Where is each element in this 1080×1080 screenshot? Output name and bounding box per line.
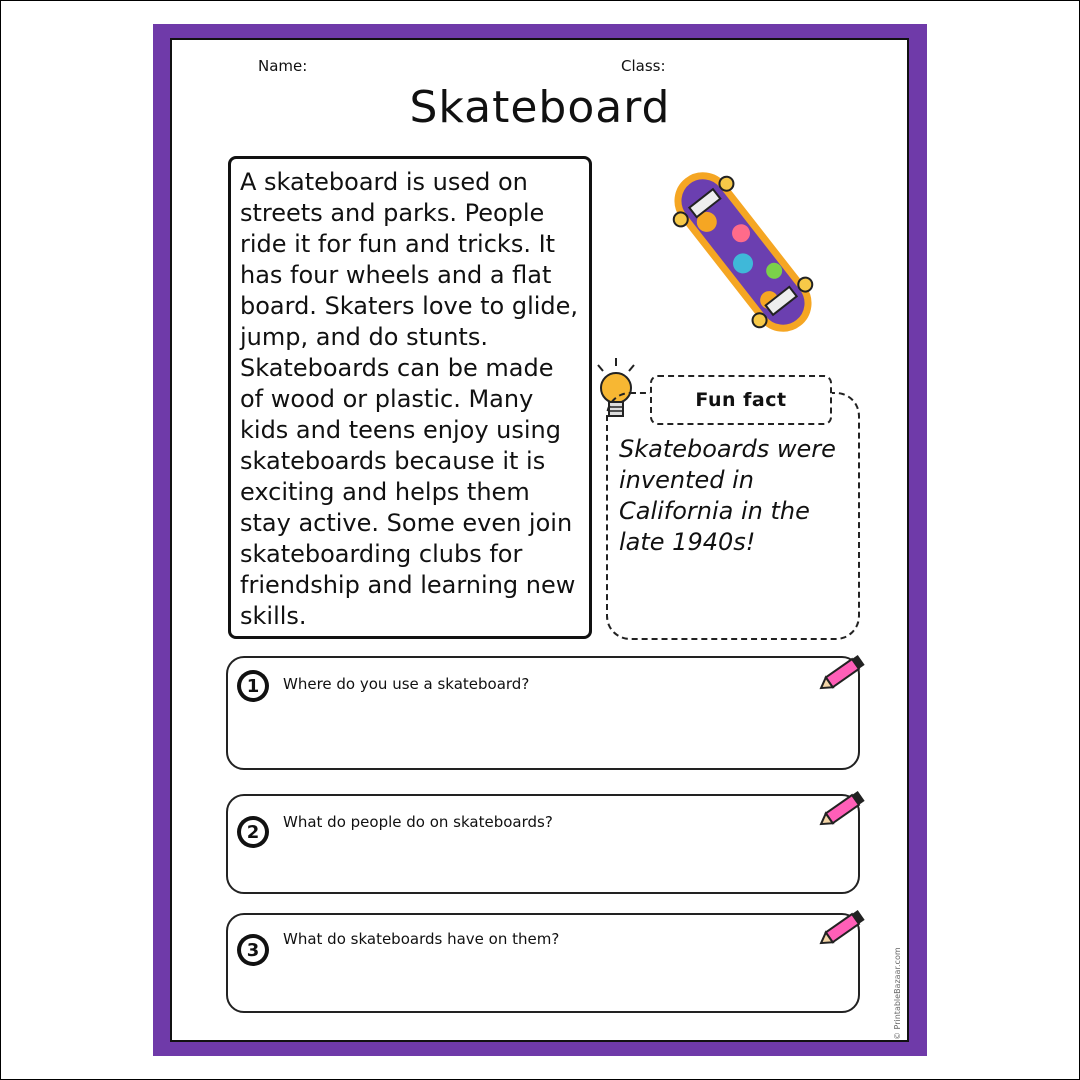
pencil-icon (816, 786, 872, 830)
number-badge-icon (235, 668, 271, 704)
fun-fact-label: Fun fact (650, 375, 832, 425)
question-number: 3 (246, 940, 260, 961)
reading-passage-box (228, 156, 592, 639)
number-badge-icon (235, 932, 271, 968)
fun-fact-text: Skateboards were invented in California in the late 1940s! (619, 435, 836, 556)
answer-box-3[interactable] (226, 913, 860, 1013)
answer-box-1[interactable] (226, 656, 860, 770)
question-text: What do people do on skateboards? (283, 813, 553, 831)
question-number: 2 (246, 822, 260, 843)
number-badge-icon (235, 814, 271, 850)
watermark: © PrintableBazaar.com (893, 947, 902, 1040)
reading-passage-text: A skateboard is used on streets and parks. People ride it for fun and tricks. It has four wheels and a flat board. Skaters love to glide, jump, and do stunts. Skateboards can be made of wood or plastic. Many kids and teens enjoy using skateboards because it is exciting and helps them stay active. Some even join skateboarding clubs for friendship and learning new skills. (240, 168, 579, 630)
question-text: Where do you use a skateboard? (283, 675, 530, 693)
answer-box-2[interactable] (226, 794, 860, 894)
class-label: Class: (621, 57, 666, 75)
skateboard-icon (648, 166, 838, 338)
name-label: Name: (258, 57, 308, 75)
question-number: 1 (246, 676, 260, 697)
pencil-icon (816, 650, 872, 694)
question-text: What do skateboards have on them? (283, 930, 560, 948)
page-title: Skateboard (409, 82, 671, 133)
pencil-icon (816, 905, 872, 949)
